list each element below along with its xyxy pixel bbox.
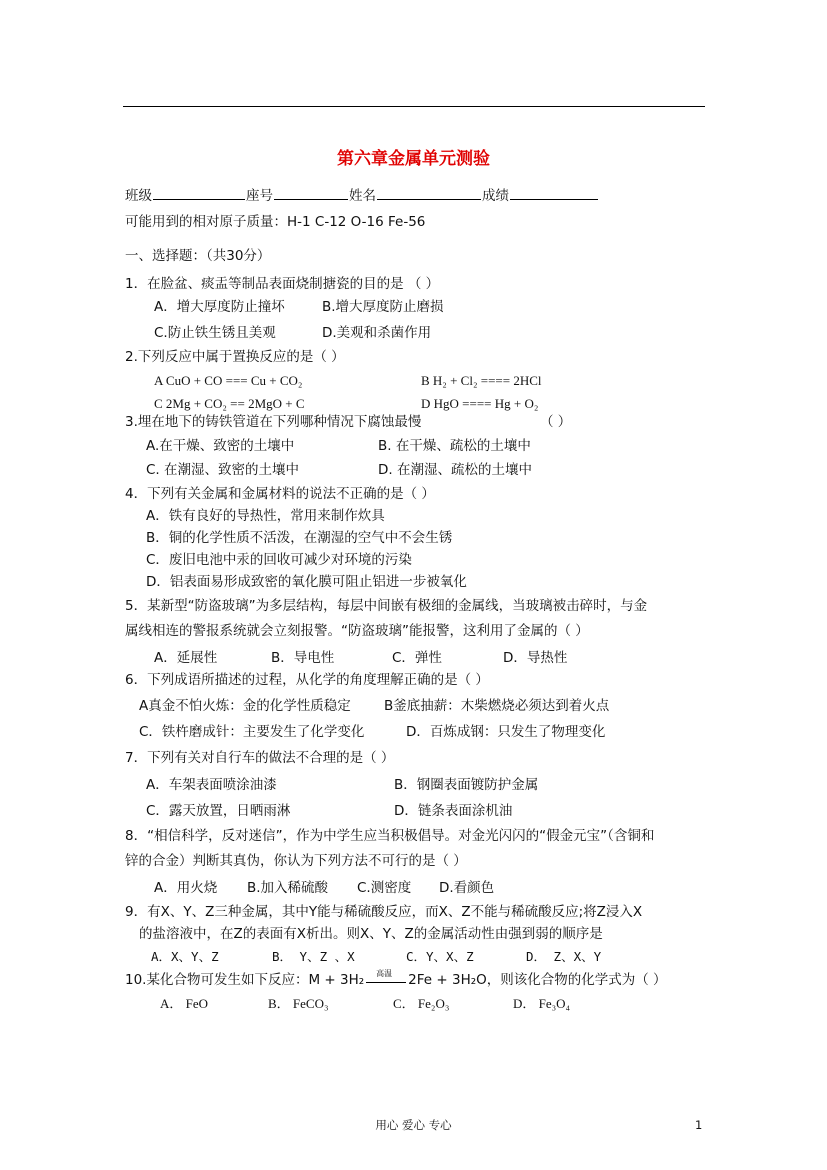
q2-option-d[interactable]: D HgO ==== Hg + O₂ — [421, 396, 539, 411]
q7-option-c[interactable]: C．露天放置，日晒雨淋 — [146, 803, 291, 819]
q7-option-d[interactable]: D．链条表面涂机油 — [394, 803, 513, 819]
q6-option-c[interactable]: C．铁杵磨成针：主要发生了化学变化 — [139, 724, 365, 740]
q10-option-a[interactable]: A． FeO — [160, 996, 209, 1011]
question-6-stem: 6．下列成语所描述的过程，从化学的角度理解正确的是（ ） — [125, 672, 489, 688]
q10-option-d[interactable]: D． Fe₃O₄ — [513, 996, 571, 1011]
question-4-stem: 4．下列有关金属和金属材料的说法不正确的是（ ） — [125, 486, 435, 502]
question-8-line-1: 8．“相信科学，反对迷信”，作为中学生应当积极倡导。对金光闪闪的“假金元宝”（含铜和 — [125, 828, 655, 844]
q8-option-a[interactable]: A．用火烧 — [154, 880, 218, 896]
q3-option-b[interactable]: B. 在干燥、疏松的土壤中 — [378, 438, 531, 454]
q6-option-a[interactable]: A真金不怕火炼：金的化学性质稳定 — [139, 698, 351, 714]
q4-option-a[interactable]: A．铁有良好的导热性，常用来制作炊具 — [146, 508, 385, 524]
q1-option-b[interactable]: B.增大厚度防止磨损 — [322, 299, 444, 315]
question-2-stem: 2.下列反应中属于置换反应的是（ ） — [125, 349, 345, 365]
q6-option-b[interactable]: B釜底抽薪：木柴燃烧必须达到着火点 — [384, 698, 610, 714]
q9-option-c[interactable]: C．Y、X、Z — [406, 949, 474, 964]
class-label: 班级 — [125, 188, 152, 204]
footer-motto: 用心 爱心 专心 — [375, 1118, 452, 1132]
seat-label: 座号 — [246, 188, 273, 204]
q4-option-c[interactable]: C．废旧电池中汞的回收可减少对环境的污染 — [146, 552, 412, 568]
class-blank[interactable] — [153, 185, 245, 200]
q10-stem-before-arrow: 10.某化合物可发生如下反应：M + 3H₂ — [125, 972, 365, 988]
score-label: 成绩 — [482, 188, 509, 204]
section-heading: 一、选择题：（共30分） — [125, 248, 271, 264]
q9-option-a[interactable]: A．X、Y、Z — [151, 949, 219, 964]
exam-title: 第六章金属单元测验 — [337, 149, 490, 169]
q2-option-a[interactable]: A CuO + CO === Cu + CO₂ — [154, 373, 303, 388]
q9-option-d[interactable]: D． Z、X、Y — [526, 949, 602, 964]
q9-option-b[interactable]: B． Y、Z 、X — [272, 949, 355, 964]
q4-option-b[interactable]: B．铜的化学性质不活泼，在潮湿的空气中不会生锈 — [146, 530, 453, 546]
q6-option-d[interactable]: D．百炼成钢：只发生了物理变化 — [406, 724, 606, 740]
q3-option-d[interactable]: D. 在潮湿、疏松的土壤中 — [378, 462, 532, 478]
page-number: 1 — [695, 1118, 703, 1132]
q4-option-d[interactable]: D．铝表面易形成致密的氧化膜可阻止铝进一步被氧化 — [146, 574, 467, 590]
q1-option-c[interactable]: C.防止铁生锈且美观 — [154, 325, 276, 341]
q10-option-c[interactable]: C． Fe₂O₃ — [393, 996, 450, 1011]
q2-option-b[interactable]: B H₂ + Cl₂ ==== 2HCl — [421, 373, 542, 388]
name-label: 姓名 — [349, 188, 376, 204]
q7-option-b[interactable]: B．钢圈表面镀防护金属 — [394, 777, 539, 793]
q7-option-a[interactable]: A．车架表面喷涂油漆 — [146, 777, 277, 793]
q1-option-a[interactable]: A．增大厚度防止撞坏 — [154, 299, 285, 315]
q5-option-b[interactable]: B．导电性 — [271, 650, 335, 666]
question-8-line-2: 锌的合金）判断其真伪，你认为下列方法不可行的是（ ） — [125, 853, 467, 869]
question-5-line-1: 5．某新型“防盗玻璃”为多层结构，每层中间嵌有极细的金属线，当玻璃被击碎时，与金 — [125, 598, 648, 614]
question-7-stem: 7．下列有关对自行车的做法不合理的是（ ） — [125, 750, 395, 766]
seat-blank[interactable] — [274, 185, 348, 200]
question-5-line-2: 属线相连的警报系统就会立刻报警。“防盗玻璃”能报警，这利用了金属的（ ） — [125, 623, 589, 639]
question-9-line-1: 9．有X、Y、Z三种金属，其中Y能与稀硫酸反应，而X、Z不能与稀硫酸反应;将Z浸入X — [125, 904, 643, 920]
q8-option-c[interactable]: C.测密度 — [357, 880, 412, 896]
question-1-stem: 1．在脸盆、痰盂等制品表面烧制搪瓷的目的是 （ ） — [125, 276, 440, 292]
question-10-stem — [125, 971, 667, 989]
q3-option-c[interactable]: C. 在潮湿、致密的土壤中 — [146, 462, 300, 478]
q5-option-a[interactable]: A．延展性 — [154, 650, 218, 666]
q8-option-d[interactable]: D.看颜色 — [439, 880, 495, 896]
atomic-masses: 可能用到的相对原子质量：H-1 C-12 O-16 Fe-56 — [125, 214, 426, 230]
question-9-line-2: 的盐溶液中，在Z的表面有X析出。则X、Y、Z的金属活动性由强到弱的顺序是 — [139, 926, 603, 942]
question-3-stem: 3.埋在地下的铸铁管道在下列哪种情况下腐蚀最慢 — [125, 414, 422, 430]
q3-answer-paren: （ ） — [540, 414, 572, 430]
q5-option-c[interactable]: C．弹性 — [392, 650, 442, 666]
reaction-condition: 高温 — [376, 969, 393, 978]
q8-option-b[interactable]: B.加入稀硫酸 — [247, 880, 329, 896]
q2-option-c[interactable]: C 2Mg + CO₂ == 2MgO + C — [154, 396, 305, 411]
q1-option-d[interactable]: D.美观和杀菌作用 — [322, 325, 432, 341]
student-info-line — [125, 185, 599, 205]
header-rule — [123, 106, 705, 107]
q3-option-a[interactable]: A.在干燥、致密的土壤中 — [146, 438, 295, 454]
score-blank[interactable] — [510, 185, 598, 200]
q5-option-d[interactable]: D．导热性 — [503, 650, 568, 666]
reaction-arrow-line — [366, 982, 406, 983]
q10-stem-after-arrow: 2Fe + 3H₂O，则该化合物的化学式为（ ） — [408, 972, 667, 988]
name-blank[interactable] — [377, 185, 481, 200]
reaction-arrow — [364, 971, 408, 989]
q10-option-b[interactable]: B． FeCO₃ — [268, 996, 329, 1011]
